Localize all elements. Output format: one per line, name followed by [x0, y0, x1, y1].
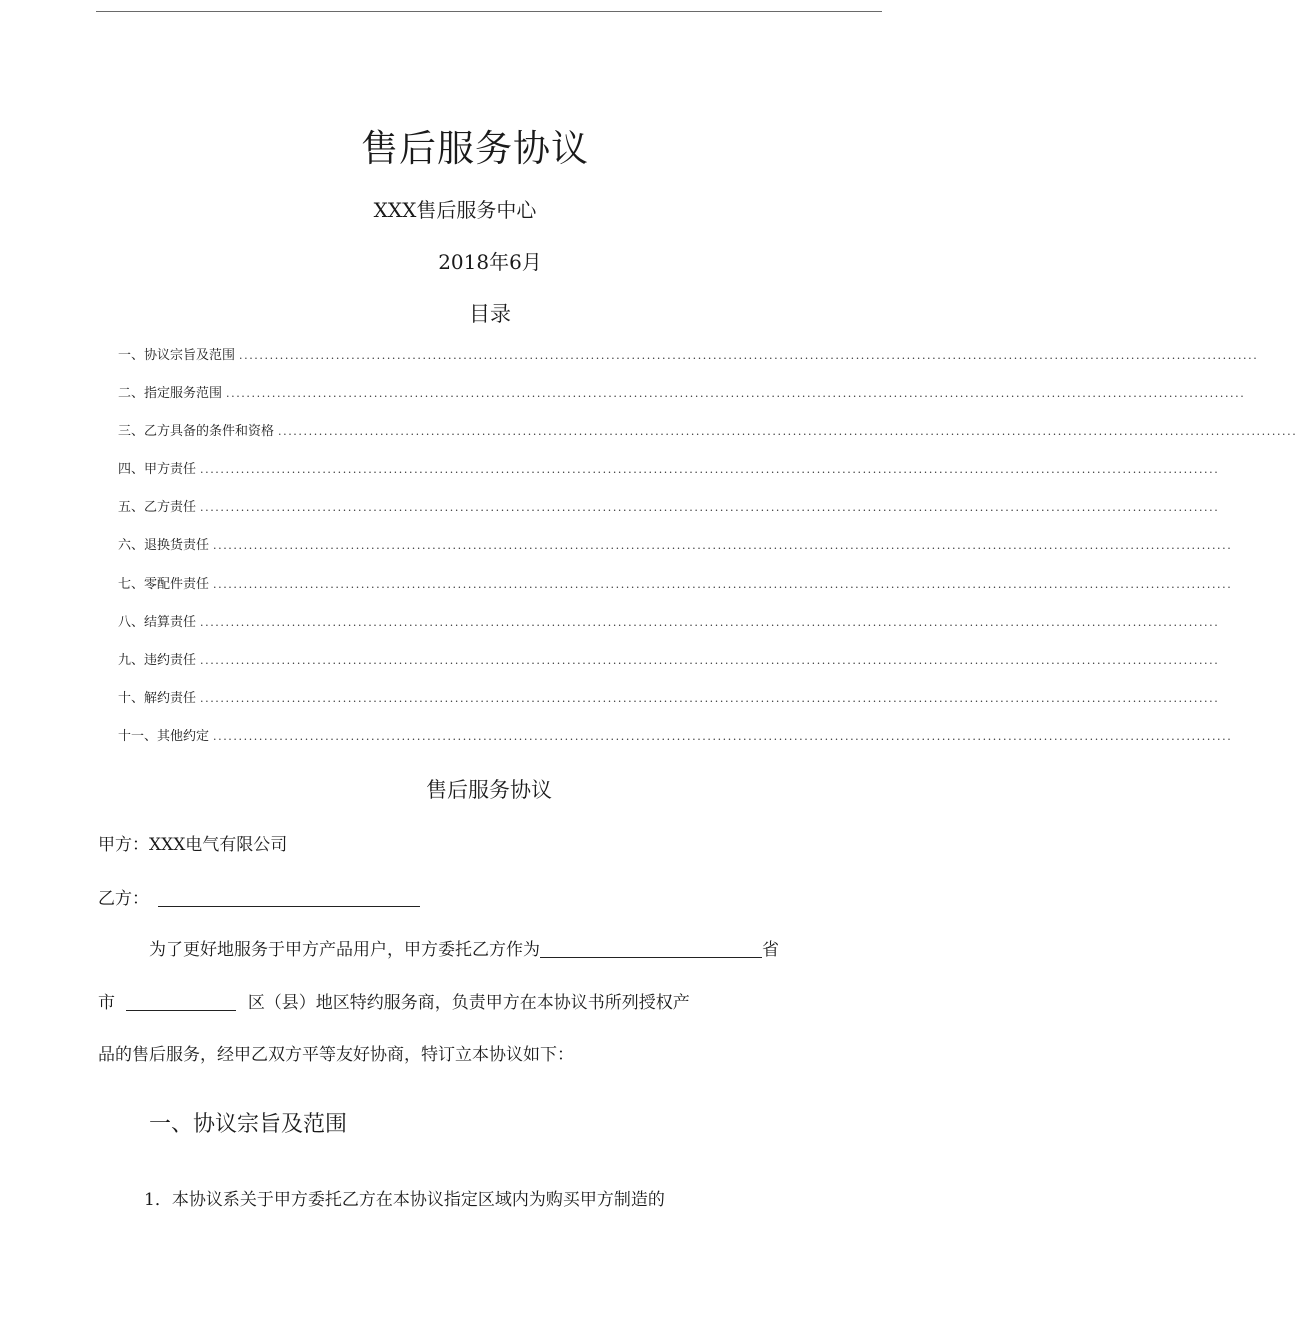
toc-entry[interactable]	[118, 534, 1233, 572]
toc-entry-label: 四、甲方责任	[118, 462, 197, 478]
toc-entry[interactable]	[118, 687, 1220, 725]
organization-name: XXX售后服务中心	[373, 198, 537, 222]
party-a-line: 甲方：XXX电气有限公司	[98, 835, 288, 855]
party-b-label: 乙方：	[98, 889, 149, 909]
toc-leader-dots: ........................................................................................................................................................................................................	[213, 729, 1233, 743]
toc-leader-dots: ........................................................................................................................................................................................................	[213, 539, 1233, 553]
province-blank[interactable]	[540, 941, 762, 958]
document-date: 2018年6月	[438, 250, 542, 274]
intro-line-1	[149, 935, 779, 960]
toc-leader-dots: ........................................................................................................................................................................................................	[200, 691, 1220, 705]
toc-leader-dots: ........................................................................................................................................................................................................	[278, 425, 1297, 439]
header-rule	[96, 11, 882, 12]
toc-entry-label: 二、指定服务范围	[118, 386, 223, 402]
toc-entry[interactable]	[118, 382, 1246, 420]
intro-line-2-text: 区（县）地区特约服务商，负责甲方在本协议书所列授权产	[247, 993, 690, 1013]
toc-entry[interactable]	[118, 611, 1220, 649]
agreement-subtitle: 售后服务协议	[426, 778, 552, 802]
party-b-blank[interactable]	[158, 890, 420, 907]
toc-entry[interactable]	[118, 649, 1220, 687]
city-blank[interactable]	[126, 994, 236, 1011]
toc-entry[interactable]	[118, 725, 1233, 763]
section-1-heading: 一、协议宗旨及范围	[149, 1112, 348, 1137]
toc-entry-label: 六、退换货责任	[118, 538, 210, 554]
toc-leader-dots: ........................................................................................................................................................................................................	[200, 615, 1220, 629]
document-title: 售后服务协议	[361, 127, 589, 170]
province-suffix: 省	[762, 940, 779, 960]
toc-entry-label: 七、零配件责任	[118, 576, 210, 592]
table-of-contents	[118, 344, 1297, 763]
intro-line-1-text: 为了更好地服务于甲方产品用户，甲方委托乙方作为	[149, 940, 540, 960]
toc-leader-dots: ........................................................................................................................................................................................................	[226, 387, 1246, 401]
toc-entry[interactable]	[118, 573, 1233, 611]
clause-1: 1．本协议系关于甲方委托乙方在本协议指定区域内为购买甲方制造的	[144, 1190, 665, 1210]
party-b-line	[98, 884, 420, 909]
toc-leader-dots: ........................................................................................................................................................................................................	[239, 349, 1259, 362]
toc-entry-label: 五、乙方责任	[118, 500, 197, 516]
toc-entry[interactable]	[118, 420, 1297, 458]
toc-leader-dots: ........................................................................................................................................................................................................	[200, 501, 1220, 515]
toc-leader-dots: ........................................................................................................................................................................................................	[200, 653, 1220, 667]
toc-entry[interactable]	[118, 458, 1220, 496]
toc-entry[interactable]	[118, 496, 1220, 534]
toc-leader-dots: ........................................................................................................................................................................................................	[213, 577, 1233, 591]
intro-line-2	[98, 988, 690, 1013]
toc-entry-label: 十、解约责任	[118, 690, 197, 706]
toc-entry-label: 一、协议宗旨及范围	[118, 348, 236, 363]
toc-heading: 目录	[469, 302, 511, 326]
toc-entry-label: 三、乙方具备的条件和资格	[118, 424, 275, 440]
toc-entry-label: 九、违约责任	[118, 652, 197, 668]
toc-entry-label: 十一、其他约定	[118, 728, 210, 744]
toc-leader-dots: ........................................................................................................................................................................................................	[200, 463, 1220, 477]
toc-entry-label: 八、结算责任	[118, 614, 197, 630]
intro-line-3: 品的售后服务，经甲乙双方平等友好协商，特订立本协议如下：	[98, 1045, 574, 1065]
toc-entry[interactable]	[118, 344, 1259, 382]
city-prefix: 市	[98, 993, 115, 1013]
